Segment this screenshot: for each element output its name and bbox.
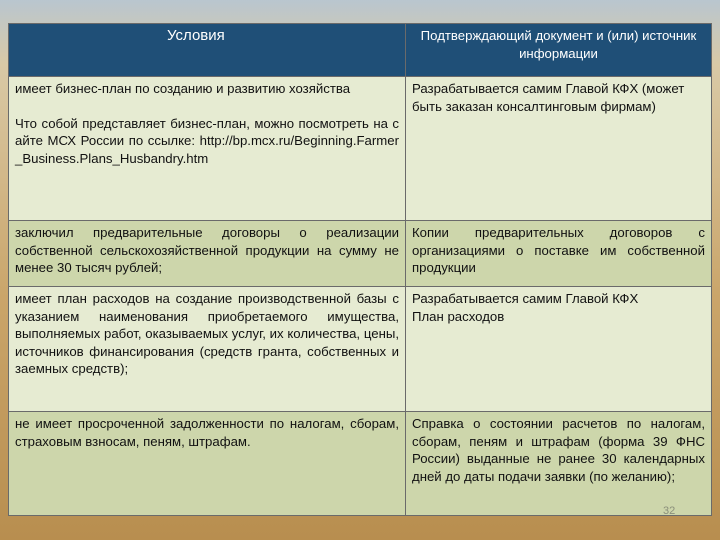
condition-cell — [9, 287, 406, 412]
condition-note: Что собой представляет бизнес-план, можно посмотреть на сайте МСХ России по ссылке: http://bp.mcx.ru/Beginning.Farmer_Business.Plans_Husbandry.htm — [15, 115, 399, 166]
table-row — [9, 412, 712, 516]
condition-cell — [9, 77, 406, 221]
condition-text: имеет бизнес-план по созданию и развитию хозяйства — [15, 81, 351, 96]
condition-cell — [9, 412, 406, 516]
document-text: Копии предварительных договоров с организациями о поставке им собственной продукции — [412, 225, 705, 276]
condition-text: не имеет просроченной задолженности по налогам, сборам, страховым взносам, пеням, штрафам. — [15, 416, 399, 449]
header-document-source: Подтверждающий документ и (или) источник информации — [406, 24, 712, 77]
table-row — [9, 221, 712, 287]
document-text-line1: Разрабатывается самим Главой КФХ — [412, 291, 639, 306]
condition-cell — [9, 221, 406, 287]
table-header-row — [9, 24, 712, 77]
conditions-table — [8, 23, 712, 516]
document-cell — [406, 221, 712, 287]
table-row — [9, 77, 712, 221]
document-cell — [406, 412, 712, 516]
condition-text: имеет план расходов на создание производственной базы с указанием наименования приобретаемого имущества, выполняемых работ, оказываемых услуг, их количества, цены, источников финансирования (средств гранта, собственных и заемных средств); — [15, 291, 399, 377]
header-conditions: Условия — [9, 24, 406, 77]
document-cell — [406, 77, 712, 221]
document-text: Разрабатывается самим Главой КФХ (может быть заказан консалтинговым фирмам) — [412, 81, 685, 114]
document-cell — [406, 287, 712, 412]
document-text: Справка о состоянии расчетов по налогам, сборам, пеням и штрафам (форма 39 ФНС России) выданные не ранее 30 календарных дней до даты подачи заявки (по желанию); — [412, 416, 705, 484]
condition-text: заключил предварительные договоры о реализации собственной сельскохозяйственной продукции на сумму не менее 30 тысяч рублей; — [15, 225, 399, 276]
document-text-line2: План расходов — [412, 308, 505, 324]
page-number: 32 — [663, 505, 676, 517]
table-row — [9, 287, 712, 412]
